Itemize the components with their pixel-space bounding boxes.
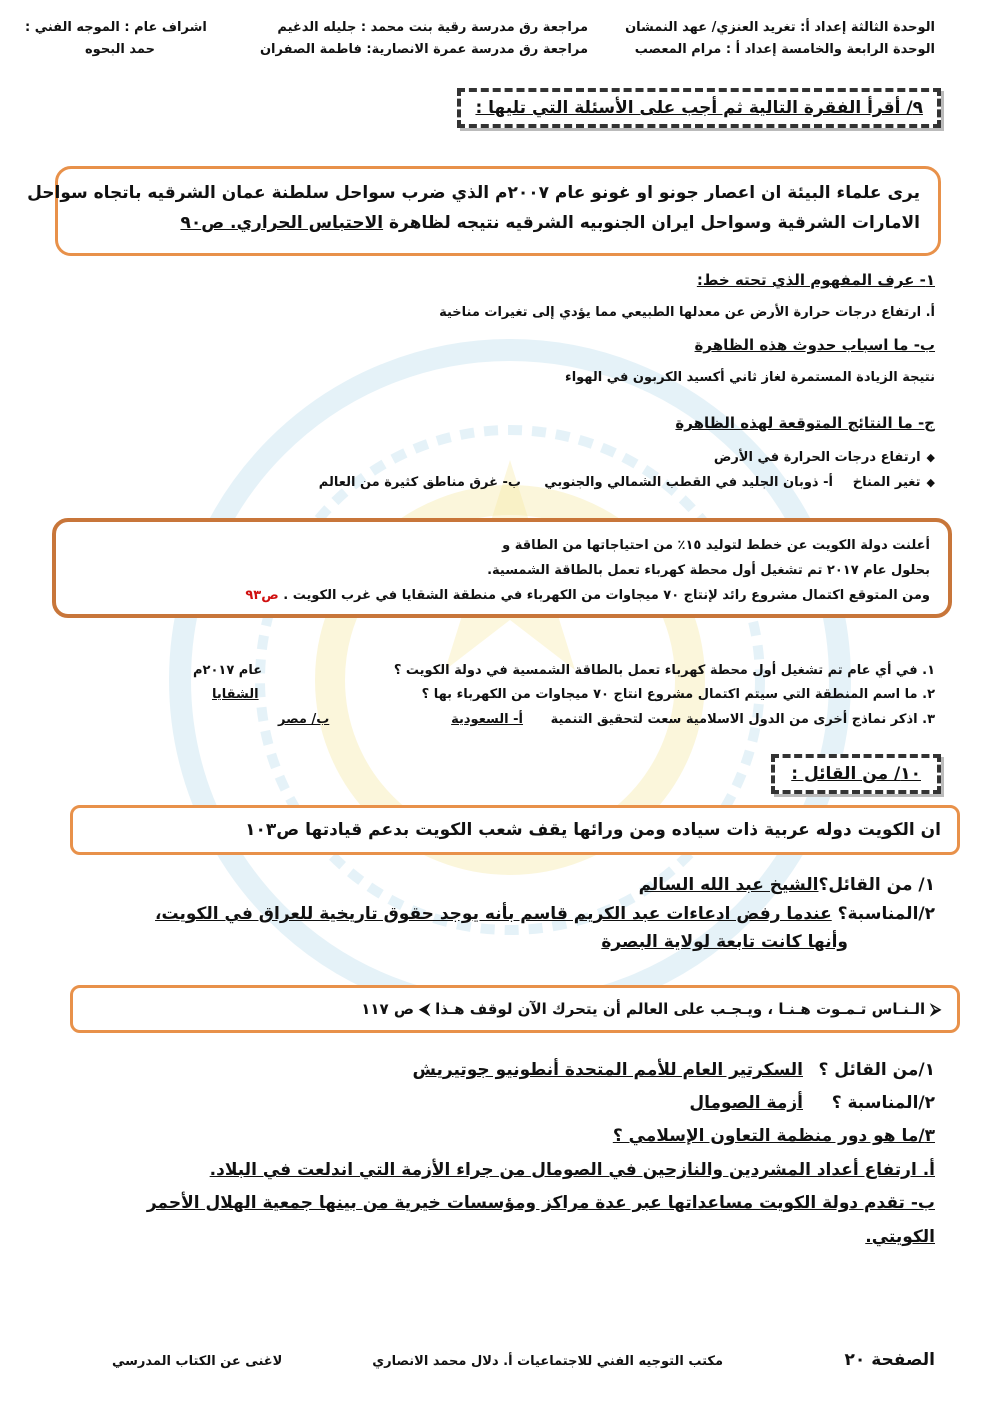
arrow-icon: ⮚ xyxy=(930,1000,941,1018)
q10-q5-answer-a: أ. ارتفاع أعداد المشردين والنازحين في الصومال من جراء الأزمة التي اندلعت في البلاد. xyxy=(209,1160,935,1180)
header-review1: مراجعة رق مدرسة رقية بنت محمد : جليله الدغيم xyxy=(277,20,588,35)
footer-motto: لاغنى عن الكتاب المدرسي xyxy=(112,1354,283,1369)
header-supervision: اشراف عام : الموجه الفني : xyxy=(25,20,207,35)
solar-line3: ومن المتوقع اكتمال مشروع رائد لإنتاج ٧٠ ميجاوات من الكهرباء في منطقة الشقايا في غرب الكويت . ص٩٣ xyxy=(245,588,930,603)
q10-q1-answer: الشيخ عبد الله السالم xyxy=(638,875,819,895)
q10-q2: ٢/المناسبة؟ عندما رفض ادعاءات عبد الكريم قاسم بأنه يوجد حقوق تاريخية للعراق في الكويت، xyxy=(155,904,935,924)
q10-q5-answer-b: ب- تقدم دولة الكويت مساعداتها عبر عدة مراكز ومؤسسات خيرية من بينها جمعية الهلال الأحمر xyxy=(146,1193,935,1213)
header-unit3: الوحدة الثالثة إعداد أ: تغريد العنزي/ عهد النمشان xyxy=(625,20,935,35)
header-supervisor-name: حمد البحوه xyxy=(85,42,155,57)
solar-line2: بحلول عام ٢٠١٧ تم تشغيل أول محطة كهرباء تعمل بالطاقة الشمسية. xyxy=(487,563,930,578)
q9-passage-line1: يرى علماء البيئة ان اعصار جونو او غونو عام ٢٠٠٧م الذي ضرب سواحل سلطنة عمان الشرقيه باتجاه سواحل xyxy=(27,183,920,203)
q9-b-answer: نتيجة الزيادة المستمرة لغاز ثاني أكسيد الكربون في الهواء xyxy=(565,370,935,385)
q10-q1: ١/ من القائل؟الشيخ عبد الله السالم xyxy=(638,875,935,895)
quote1-box xyxy=(70,805,960,855)
solar-a3-a: أ- السعودية xyxy=(451,712,523,727)
solar-a1: عام ٢٠١٧م xyxy=(193,663,263,678)
q9-passage-line2: الامارات الشرقية وسواحل ايران الجنوبيه الشرقيه نتيجه لظاهرة الاحتباس الحراري. ص٩٠ xyxy=(180,213,920,233)
footer-office: مكتب التوجيه الفني للاجتماعيات أ. دلال محمد الانصاري xyxy=(372,1354,723,1369)
q10-q4: ٢/المناسبة ؟ xyxy=(831,1093,935,1113)
solar-q3: ٣. اذكر نماذج أخرى من الدول الاسلامية سعت لتحقيق التنمية xyxy=(550,712,935,727)
q10-q2-answer-line1: عندما رفض ادعاءات عبد الكريم قاسم بأنه يوجد حقوق تاريخية للعراق في الكويت، xyxy=(155,904,832,924)
quote2-text: ⮚ الـنـاس تـمـوت هـنـا ، ويـجـب على العالم أن يتحرك الآن لوقف هـذا ⮜ ص ١١٧ xyxy=(361,1000,941,1018)
quote2-box xyxy=(70,985,960,1033)
q9-a-question: ١- عرف المفهوم الذي تحته خط: xyxy=(696,271,935,289)
q10-q3-answer: السكرتير العام للأمم المتحدة أنطونيو جوتيريش xyxy=(412,1060,803,1080)
page-ref: ص٩٣ xyxy=(245,588,279,603)
q9-c-question: ج- ما النتائج المتوقعة لهذه الظاهرة xyxy=(675,414,935,432)
quote1-text: ان الكويت دوله عربية ذات سياده ومن ورائها يقف شعب الكويت بدعم قيادتها ص١٠٣ xyxy=(245,820,941,840)
header-review2: مراجعة رق مدرسة عمرة الانصارية: فاطمة الصفران xyxy=(259,42,588,57)
q10-q4-answer: أزمة الصومال xyxy=(689,1093,803,1113)
q9-b-question: ب- ما اسباب حدوث هذه الظاهرة xyxy=(694,336,935,354)
q10-q2-answer-line2: وأنها كانت تابعة لولاية البصرة xyxy=(601,932,848,952)
solar-q2: ٢. ما اسم المنطقة التي سيتم اكتمال مشروع انتاج ٧٠ ميجاوات من الكهرباء بها ؟ xyxy=(421,687,935,702)
page-number: الصفحة ٢٠ xyxy=(844,1350,935,1370)
q9-c-answer2-c: ب- غرق مناطق كثيرة من العالم xyxy=(318,475,521,490)
q9-c-answer1: ◆ ارتفاع درجات الحرارة في الأرض xyxy=(714,450,935,465)
q9-title: ٩/ أقرأ الفقرة التالية ثم أجب على الأسئلة التي تليها : xyxy=(457,88,941,128)
solar-a2: الشقايا xyxy=(212,687,259,702)
underlined-term: الاحتباس الحراري. ص٩٠ xyxy=(180,213,384,233)
solar-q1: ١. في أي عام تم تشغيل أول محطة كهرباء تعمل بالطاقة الشمسية في دولة الكويت ؟ xyxy=(393,663,935,678)
solar-passage-box xyxy=(52,518,952,618)
q10-title: ١٠/ من القائل : xyxy=(771,754,941,794)
q9-a-answer: أ. ارتفاع درجات حرارة الأرض عن معدلها الطبيعي مما يؤدي إلى تغيرات مناخية xyxy=(439,305,935,320)
q9-c-answer2: ◆ تغير المناخ xyxy=(853,475,935,490)
q10-q5-answer-b-line2: الكويتي. xyxy=(865,1227,935,1247)
solar-a3-b: ب/ مصر xyxy=(278,712,330,727)
q9-c-answer2-b: أ- ذوبان الجليد في القطب الشمالي والجنوبي xyxy=(544,475,833,490)
q9-passage-box xyxy=(27,166,941,256)
q10-q3: ١/من القائل ؟ xyxy=(818,1060,935,1080)
solar-line1: أعلنت دولة الكويت عن خطط لتوليد ١٥٪ من احتياجاتها من الطاقة و xyxy=(502,538,930,553)
header-unit45: الوحدة الرابعة والخامسة إعداد أ : مرام المعصب xyxy=(634,42,935,57)
q10-q5: ٣/ما هو دور منظمة التعاون الإسلامي ؟ xyxy=(612,1126,935,1146)
